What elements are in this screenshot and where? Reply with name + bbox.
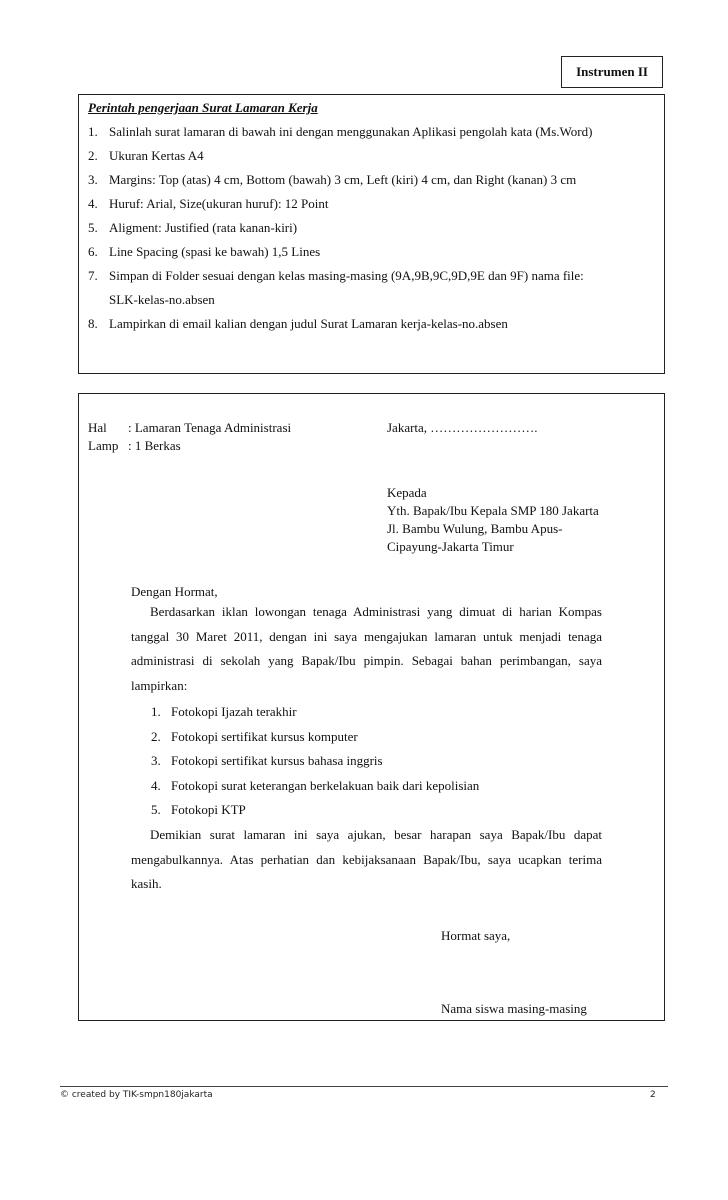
attachment-item: 5. Fotokopi KTP	[151, 802, 246, 817]
attachment-list	[151, 700, 479, 823]
instruction-item: 4. Huruf: Arial, Size(ukuran huruf): 12 Point	[88, 196, 329, 211]
attachment-item: 3. Fotokopi sertifikat kursus bahasa inggris	[151, 753, 383, 768]
instruction-item: 5. Aligment: Justified (rata kanan-kiri)	[88, 220, 298, 235]
instruction-item: 1. Salinlah surat lamaran di bawah ini dengan menggunakan Aplikasi pengolah kata (Ms.Word)	[88, 124, 593, 139]
hal-value: : Lamaran Tenaga Administrasi	[128, 420, 292, 435]
instructions-title: Perintah pengerjaan Surat Lamaran Kerja	[88, 100, 318, 115]
recipient-line: Kepada	[387, 485, 427, 500]
recipient-line: Yth. Bapak/Ibu Kepala SMP 180 Jakarta	[387, 503, 599, 518]
instruction-item: 3. Margins: Top (atas) 4 cm, Bottom (bawah) 3 cm, Left (kiri) 4 cm, dan Right (kanan) 3 cm	[88, 172, 577, 187]
lamp-label: Lamp	[88, 438, 119, 453]
page-number: 2	[650, 1090, 656, 1100]
letter-body-2: Demikian surat lamaran ini saya ajukan, besar harapan saya Bapak/Ibu dapat mengabulkannya. Atas perhatian dan kebijaksanaan Bapak/Ibu, saya ucapkan terima kasih.	[131, 827, 602, 891]
greeting: Dengan Hormat,	[131, 584, 218, 599]
date-line: Jakarta, …………………….	[387, 420, 538, 435]
signature: Nama siswa masing-masing	[441, 1001, 587, 1016]
hal-label: Hal	[88, 420, 107, 435]
recipient-line: Jl. Bambu Wulung, Bambu Apus-	[387, 521, 563, 536]
footer-credit: © created by TIK-smpn180jakarta	[60, 1090, 213, 1100]
instructions-box	[78, 94, 665, 374]
instruction-item: 7. Simpan di Folder sesuai dengan kelas masing-masing (9A,9B,9C,9D,9E dan 9F) nama file: SLK-kelas-no.absen	[88, 268, 584, 307]
letter-body-1: Berdasarkan iklan lowongan tenaga Administrasi yang dimuat di harian Kompas tanggal 30 Maret 2011, dengan ini saya mengajukan lamaran untuk menjadi tenaga administrasi di sekolah yang Bapak/Ibu pimpin. Sebagai bahan perimbangan, saya lampirkan:	[131, 604, 602, 693]
closing: Hormat saya,	[441, 928, 511, 943]
instruction-item: 6. Line Spacing (spasi ke bawah) 1,5 Lines	[88, 244, 321, 259]
footer-divider	[60, 1086, 668, 1087]
instruction-item: 2. Ukuran Kertas A4	[88, 148, 204, 163]
lamp-value: : 1 Berkas	[128, 438, 181, 453]
attachment-item: 4. Fotokopi surat keterangan berkelakuan baik dari kepolisian	[151, 777, 480, 793]
recipient-line: Cipayung-Jakarta Timur	[387, 539, 514, 554]
instruction-item: 8. Lampirkan di email kalian dengan judul Surat Lamaran kerja-kelas-no.absen	[88, 316, 508, 331]
attachment-item: 2. Fotokopi sertifikat kursus komputer	[151, 728, 358, 744]
instrumen-label: Instrumen II	[561, 56, 663, 88]
letter-box	[78, 393, 665, 1021]
instructions-list	[88, 120, 658, 336]
attachment-item: 1. Fotokopi Ijazah terakhir	[151, 704, 297, 719]
